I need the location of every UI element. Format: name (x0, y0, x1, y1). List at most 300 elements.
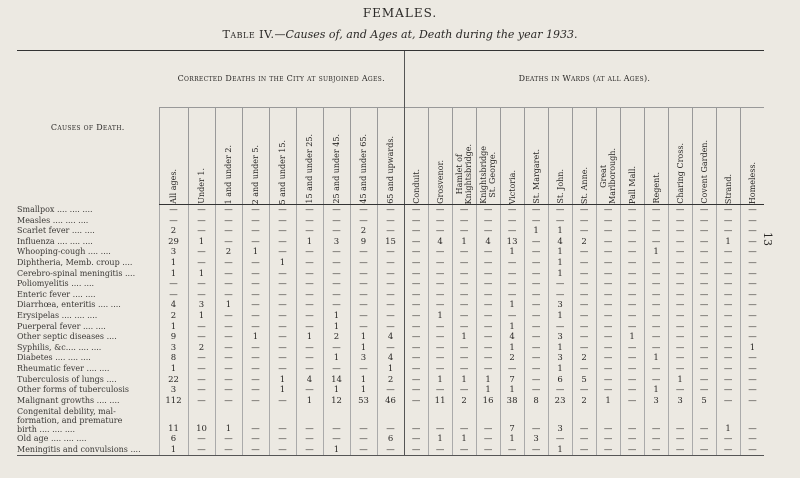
table-cell: — (452, 205, 476, 216)
table-cell: — (668, 258, 692, 269)
table-cell: — (296, 247, 323, 258)
table-cell: — (596, 406, 620, 434)
table-cell: 1 (644, 353, 668, 364)
table-cell: — (428, 300, 452, 311)
table-cell: — (692, 300, 716, 311)
table-cell: — (548, 205, 572, 216)
table-cell: 1 (215, 406, 242, 434)
table-cell: — (269, 279, 296, 290)
table-cell: — (572, 445, 596, 456)
table-cell: — (215, 364, 242, 375)
table-cell: — (377, 385, 404, 396)
table-cell: — (188, 205, 215, 216)
table-cell: — (716, 364, 740, 375)
table-cell: — (215, 290, 242, 301)
table-cell: — (572, 269, 596, 280)
causes-of-death-table (17, 50, 764, 456)
table-cell: — (452, 279, 476, 290)
table-cell: — (269, 237, 296, 248)
ward-column-label: St. John. (555, 169, 565, 204)
table-cell: — (215, 226, 242, 237)
table-cell: — (296, 343, 323, 354)
table-cell: — (740, 434, 764, 445)
table-cell: — (740, 375, 764, 386)
table-cell: 2 (572, 353, 596, 364)
table-cell: 2 (323, 332, 350, 343)
table-cell: — (620, 322, 644, 333)
ward-column-label: Covent Garden. (699, 140, 709, 204)
table-cell: — (644, 258, 668, 269)
table-cell: 1 (548, 226, 572, 237)
table-cell: — (476, 364, 500, 375)
table-cell: — (716, 205, 740, 216)
table-cell: 3 (350, 353, 377, 364)
table-cell: — (476, 311, 500, 322)
table-cell: — (740, 385, 764, 396)
table-cell: — (500, 226, 524, 237)
table-cell: 1 (500, 247, 524, 258)
table-cell: 10 (188, 406, 215, 434)
table-cell: — (215, 434, 242, 445)
ward-column-header (596, 108, 620, 205)
table-cell: — (740, 258, 764, 269)
table-cell: — (500, 258, 524, 269)
table-row (17, 258, 764, 269)
table-cell: — (524, 258, 548, 269)
table-cell: — (668, 332, 692, 343)
cause-label: Diarrhœa, enteritis .... .... (17, 300, 121, 310)
table-cell: — (452, 364, 476, 375)
table-row (17, 406, 764, 434)
table-cell: — (404, 396, 428, 407)
table-cell: 1 (716, 237, 740, 248)
table-cell: — (692, 353, 716, 364)
table-cell: — (716, 396, 740, 407)
table-cell: 4 (296, 375, 323, 386)
table-cell: 3 (524, 434, 548, 445)
table-cell: — (242, 216, 269, 227)
table-cell: — (692, 216, 716, 227)
table-cell: — (644, 364, 668, 375)
ward-column-label: Hamlet of Knightsbridge. (455, 143, 474, 204)
table-cell: — (323, 279, 350, 290)
table-cell: 112 (159, 396, 188, 407)
table-cell: — (716, 269, 740, 280)
table-cell: 1 (296, 332, 323, 343)
table-cell: — (242, 385, 269, 396)
table-cell: — (269, 396, 296, 407)
table-cell: — (524, 237, 548, 248)
cause-label: Meningitis and convulsions .... (17, 445, 159, 456)
table-cell: — (428, 205, 452, 216)
table-cell: 4 (159, 300, 188, 311)
age-column-header (215, 108, 242, 205)
table-cell: 6 (159, 434, 188, 445)
table-cell: — (716, 258, 740, 269)
table-cell: — (242, 322, 269, 333)
table-cell: — (215, 445, 242, 456)
table-cell: — (215, 237, 242, 248)
table-cell: — (188, 216, 215, 227)
table-cell: — (644, 343, 668, 354)
table-cell: — (188, 290, 215, 301)
table-cell: — (644, 205, 668, 216)
table-cell: 1 (242, 332, 269, 343)
table-cell: — (620, 385, 644, 396)
table-cell: — (596, 343, 620, 354)
table-cell: — (296, 353, 323, 364)
table-cell: — (548, 216, 572, 227)
table-cell: 29 (159, 237, 188, 248)
table-cell: — (428, 269, 452, 280)
table-cell: — (296, 290, 323, 301)
table-cell: — (524, 322, 548, 333)
table-cell: — (692, 226, 716, 237)
table-cell: — (596, 311, 620, 322)
table-cell: — (476, 343, 500, 354)
table-cell: 2 (159, 311, 188, 322)
table-cell: — (428, 385, 452, 396)
table-cell: — (620, 247, 644, 258)
table-cell: 1 (548, 343, 572, 354)
cause-label: Cerebro-spinal meningitis .... (17, 268, 136, 278)
table-cell: — (404, 237, 428, 248)
table-cell: — (524, 269, 548, 280)
table-cell: — (404, 269, 428, 280)
table-cell: — (692, 445, 716, 456)
table-cell: — (692, 311, 716, 322)
table-cell: — (215, 322, 242, 333)
table-cell: — (668, 300, 692, 311)
table-cell: 1 (159, 258, 188, 269)
table-cell: — (716, 226, 740, 237)
cause-label: Syphilis, &c.... .... .... (17, 342, 102, 352)
table-cell: — (452, 258, 476, 269)
table-cell: — (620, 343, 644, 354)
table-caption (0, 28, 800, 41)
table-cell: — (500, 269, 524, 280)
table-cell: — (159, 279, 188, 290)
table-cell: — (572, 332, 596, 343)
table-cell: 1 (428, 375, 452, 386)
table-cell: — (716, 332, 740, 343)
table-cell: 9 (350, 237, 377, 248)
table-cell: 1 (296, 396, 323, 407)
table-cell: — (644, 311, 668, 322)
table-cell: — (350, 279, 377, 290)
table-cell: — (404, 226, 428, 237)
table-cell: 4 (428, 237, 452, 248)
table-cell: — (296, 226, 323, 237)
table-cell: — (620, 406, 644, 434)
table-cell: — (548, 385, 572, 396)
table-cell: — (452, 216, 476, 227)
table-cell: 1 (350, 375, 377, 386)
table-cell: — (548, 290, 572, 301)
table-cell: — (452, 343, 476, 354)
table-cell: — (668, 385, 692, 396)
table-cell: — (404, 445, 428, 456)
table-cell: — (377, 205, 404, 216)
table-cell: — (740, 226, 764, 237)
table-cell: 7 (500, 406, 524, 434)
table-cell: — (242, 269, 269, 280)
table-cell: — (296, 205, 323, 216)
table-cell: — (377, 343, 404, 354)
table-cell: — (296, 216, 323, 227)
table-cell: — (524, 375, 548, 386)
table-cell: — (572, 434, 596, 445)
table-cell: — (524, 406, 548, 434)
table-cell: — (620, 364, 644, 375)
table-cell: — (296, 279, 323, 290)
table-cell: 1 (323, 385, 350, 396)
table-cell: — (572, 343, 596, 354)
table-cell: — (296, 311, 323, 322)
table-cell: — (620, 226, 644, 237)
ward-column-label: St. Anne. (579, 166, 589, 204)
table-cell: 1 (350, 332, 377, 343)
table-cell: 3 (159, 343, 188, 354)
cause-label: Scarlet fever .... .... (17, 226, 95, 236)
table-cell: — (524, 353, 548, 364)
age-column-header (159, 108, 188, 205)
table-cell: — (323, 434, 350, 445)
table-cell: — (692, 269, 716, 280)
table-cell: — (476, 332, 500, 343)
table-cell: — (620, 375, 644, 386)
table-cell: — (242, 445, 269, 456)
table-cell: — (323, 290, 350, 301)
table-cell: — (404, 434, 428, 445)
table-cell: 4 (548, 237, 572, 248)
table-cell: — (452, 290, 476, 301)
table-cell: — (159, 216, 188, 227)
table-cell: — (269, 226, 296, 237)
age-column-label: 1 and under 2. (224, 144, 233, 204)
table-cell: — (572, 216, 596, 227)
table-cell: — (620, 290, 644, 301)
table-row (17, 269, 764, 280)
ward-column-header (668, 108, 692, 205)
table-cell: — (716, 290, 740, 301)
table-cell: — (404, 311, 428, 322)
table-cell: — (500, 216, 524, 227)
table-cell: — (476, 290, 500, 301)
ward-column-label: St. Margaret. (531, 149, 541, 204)
table-cell: — (269, 343, 296, 354)
table-row (17, 300, 764, 311)
table-cell: — (668, 237, 692, 248)
table-cell: — (548, 279, 572, 290)
table-cell: — (296, 269, 323, 280)
table-cell: — (428, 332, 452, 343)
table-cell: — (404, 364, 428, 375)
table-cell: — (377, 269, 404, 280)
age-column-label: Under 1. (197, 168, 206, 204)
ward-column-header (404, 108, 428, 205)
age-column-label: 25 and under 45. (332, 134, 341, 204)
table-cell: — (269, 406, 296, 434)
table-cell: — (323, 269, 350, 280)
table-cell: — (716, 300, 740, 311)
table-cell: 1 (500, 434, 524, 445)
ages-group-header: Corrected Deaths in the City at subjoined Ages. (159, 51, 404, 108)
table-cell: — (572, 364, 596, 375)
table-cell: 1 (500, 385, 524, 396)
ward-column-label: Great Marlborough. (599, 148, 618, 204)
table-cell: — (377, 300, 404, 311)
table-cell: — (188, 445, 215, 456)
table-cell: — (323, 247, 350, 258)
table-cell: — (350, 247, 377, 258)
table-cell: — (377, 445, 404, 456)
ward-column-header (740, 108, 764, 205)
table-cell: — (692, 332, 716, 343)
table-cell: — (428, 247, 452, 258)
table-cell: — (548, 434, 572, 445)
table-cell: — (644, 445, 668, 456)
table-cell: 1 (323, 445, 350, 456)
table-cell: — (644, 216, 668, 227)
table-cell: — (596, 290, 620, 301)
table-cell: — (740, 247, 764, 258)
table-cell: — (572, 385, 596, 396)
table-cell: — (740, 396, 764, 407)
ward-column-label: Homeless. (747, 161, 757, 204)
table-cell: — (596, 322, 620, 333)
table-cell: — (350, 290, 377, 301)
table-cell: — (524, 364, 548, 375)
table-cell: 8 (159, 353, 188, 364)
table-cell: — (524, 445, 548, 456)
table-cell: — (215, 311, 242, 322)
cause-label: Enteric fever .... .... (17, 289, 96, 299)
cause-label: Smallpox .... .... .... (17, 204, 93, 214)
table-row (17, 237, 764, 248)
table-cell: — (476, 205, 500, 216)
table-cell: 8 (524, 396, 548, 407)
age-column-label: 2 and under 5. (251, 144, 260, 204)
table-cell: — (620, 216, 644, 227)
page-number: 13 (761, 232, 774, 246)
table-cell: 1 (323, 311, 350, 322)
table-cell: 1 (500, 322, 524, 333)
ward-column-header (548, 108, 572, 205)
table-cell: — (242, 205, 269, 216)
table-row (17, 279, 764, 290)
table-cell: — (716, 279, 740, 290)
table-cell: — (692, 205, 716, 216)
age-column-header (269, 108, 296, 205)
table-cell: — (377, 247, 404, 258)
table-cell: 9 (159, 332, 188, 343)
table-cell: — (644, 375, 668, 386)
table-row (17, 385, 764, 396)
table-cell: — (668, 226, 692, 237)
table-cell: 22 (159, 375, 188, 386)
cause-label: Rheumatic fever .... .... (17, 363, 110, 373)
table-cell: — (668, 322, 692, 333)
table-cell: — (242, 290, 269, 301)
table-cell: 1 (269, 385, 296, 396)
table-cell: — (404, 322, 428, 333)
table-cell: — (452, 385, 476, 396)
table-cell: — (668, 353, 692, 364)
table-cell: — (476, 322, 500, 333)
table-cell: — (269, 300, 296, 311)
table-cell: — (242, 279, 269, 290)
table-row (17, 311, 764, 322)
table-row (17, 322, 764, 333)
table-cell: — (242, 434, 269, 445)
table-cell: — (500, 311, 524, 322)
table-cell: — (269, 216, 296, 227)
table-cell: — (296, 385, 323, 396)
table-cell: — (188, 226, 215, 237)
cause-label: Influenza .... .... .... (17, 236, 93, 246)
table-row (17, 364, 764, 375)
table-row (17, 434, 764, 445)
table-cell: — (668, 434, 692, 445)
table-cell: 1 (668, 375, 692, 386)
ward-column-label: Strand. (723, 173, 733, 204)
table-cell: — (452, 445, 476, 456)
table-cell: — (296, 322, 323, 333)
table-cell: 3 (548, 332, 572, 343)
cause-label: Tuberculosis of lungs .... (17, 374, 117, 384)
table-cell: — (269, 269, 296, 280)
table-cell: 1 (377, 364, 404, 375)
table-cell: — (476, 406, 500, 434)
table-cell: — (596, 445, 620, 456)
table-cell: — (215, 216, 242, 227)
table-cell: 4 (500, 332, 524, 343)
table-cell: — (350, 322, 377, 333)
table-cell: — (404, 216, 428, 227)
table-cell: — (596, 237, 620, 248)
ward-column-header (500, 108, 524, 205)
table-cell: 2 (572, 237, 596, 248)
table-cell: 1 (323, 322, 350, 333)
table-cell: 1 (452, 375, 476, 386)
table-cell: — (572, 406, 596, 434)
table-cell: 5 (572, 375, 596, 386)
table-cell: — (215, 269, 242, 280)
table-cell: — (500, 205, 524, 216)
table-cell: — (692, 434, 716, 445)
table-cell: — (692, 247, 716, 258)
table-cell: — (620, 353, 644, 364)
table-cell: — (323, 300, 350, 311)
table-cell: — (242, 396, 269, 407)
table-cell: 1 (323, 353, 350, 364)
table-row (17, 343, 764, 354)
table-cell: — (428, 353, 452, 364)
age-column-header (296, 108, 323, 205)
table-cell: — (404, 290, 428, 301)
table-cell: 1 (215, 300, 242, 311)
table-cell: 1 (452, 237, 476, 248)
table-cell: — (428, 279, 452, 290)
table-cell: — (296, 258, 323, 269)
table-cell: — (296, 406, 323, 434)
table-cell: — (269, 445, 296, 456)
table-cell: — (269, 205, 296, 216)
table-cell: — (716, 445, 740, 456)
table-cell: — (377, 311, 404, 322)
table-cell: — (668, 364, 692, 375)
